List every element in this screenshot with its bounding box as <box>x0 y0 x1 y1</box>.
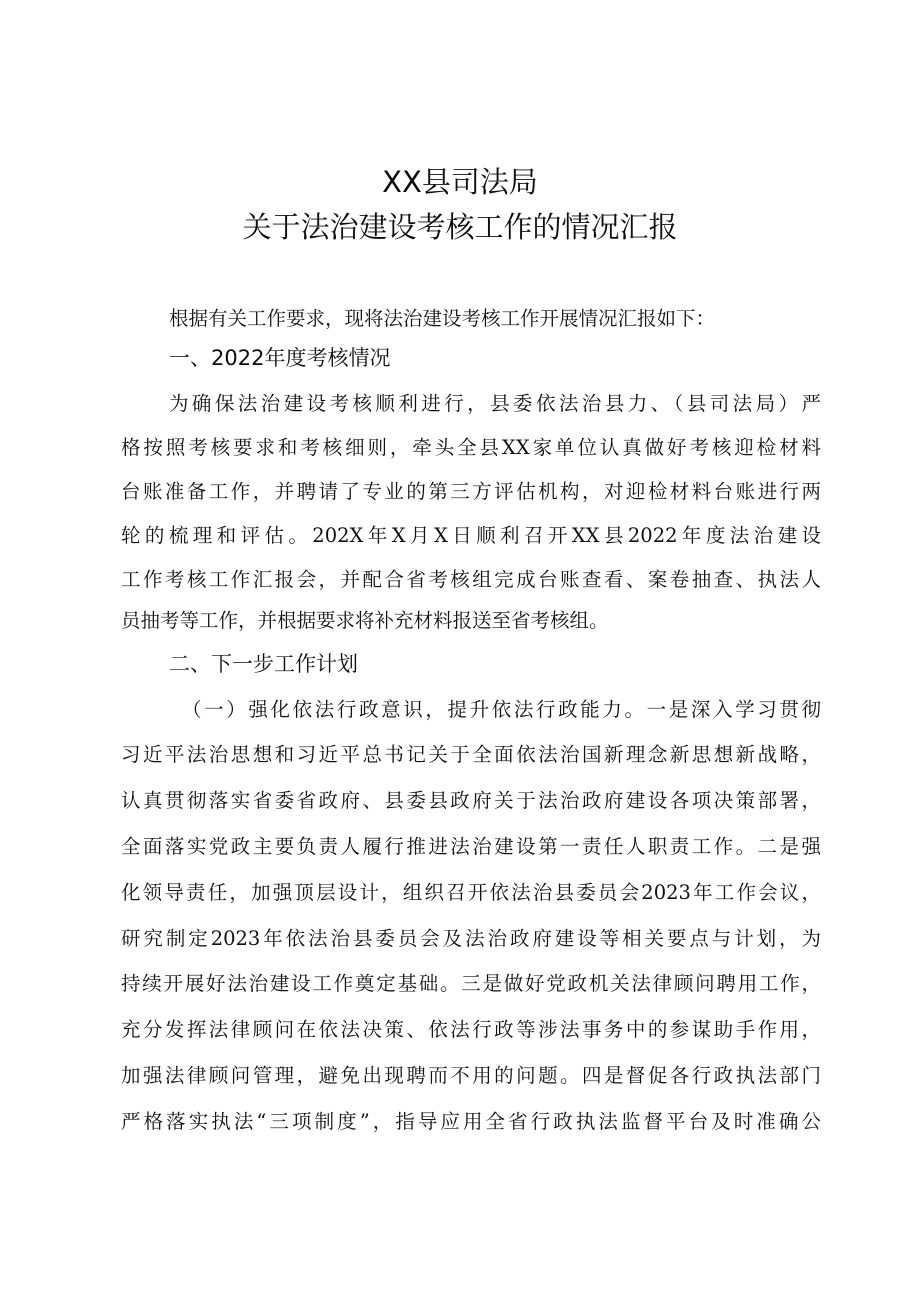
document-title-line1: XX县司法局 <box>382 165 538 199</box>
document-title-line2: 关于法治建设考核工作的情况汇报 <box>242 210 678 244</box>
section2-line: 化领导责任，加强顶层设计，组织召开依法治县委员会2023年工作会议， <box>121 881 821 904</box>
section2-line: 研究制定2023年依法治县委员会及法治政府建设等相关要点与计划，为 <box>121 927 821 950</box>
section2-line: 严格落实执法“三项制度”，指导应用全省行政执法监督平台及时准确公 <box>121 1110 821 1133</box>
section2-line: 持续开展好法治建设工作奠定基础。三是做好党政机关法律顾问聘用工作， <box>121 972 821 995</box>
section2-line: 加强法律顾问管理，避免出现聘而不用的问题。四是督促各行政执法部门 <box>121 1064 821 1087</box>
section1-line: 员抽考等工作，并根据要求将补充材料报送至省考核组。 <box>121 609 609 632</box>
section2-line: 充分发挥法律顾问在依法决策、依法行政等涉法事务中的参谋助手作用， <box>121 1018 821 1041</box>
section2-line: 认真贯彻落实省委省政府、县委县政府关于法治政府建设各项决策部署， <box>121 789 821 812</box>
section1-line: 工作考核工作汇报会，并配合省考核组完成台账查看、案卷抽查、执法人 <box>121 568 821 591</box>
section1-line: 格按照考核要求和考核细则，牵头全县XX家单位认真做好考核迎检材料 <box>121 436 821 459</box>
section1-line: 轮的梳理和评估。202X年X月X日顺利召开XX县2022年度法治建设 <box>121 524 821 547</box>
intro-paragraph: 根据有关工作要求，现将法治建设考核工作开展情况汇报如下： <box>169 307 716 330</box>
section1-heading: 一、2022年度考核情况 <box>169 346 391 370</box>
section1-line: 为确保法治建设考核顺利进行，县委依法治县力、（县司法局）严 <box>169 392 821 415</box>
section2-line: 全面落实党政主要负责人履行推进法治建设第一责任人职责工作。二是强 <box>121 835 821 858</box>
section2-line: （一）强化依法行政意识，提升依法行政能力。一是深入学习贯彻 <box>182 698 821 721</box>
section2-line: 习近平法治思想和习近平总书记关于全面依法治国新理念新思想新战略， <box>121 743 821 766</box>
section2-heading: 二、下一步工作计划 <box>169 652 358 676</box>
section1-line: 台账准备工作，并聘请了专业的第三方评估机构，对迎检材料台账进行两 <box>121 480 821 503</box>
